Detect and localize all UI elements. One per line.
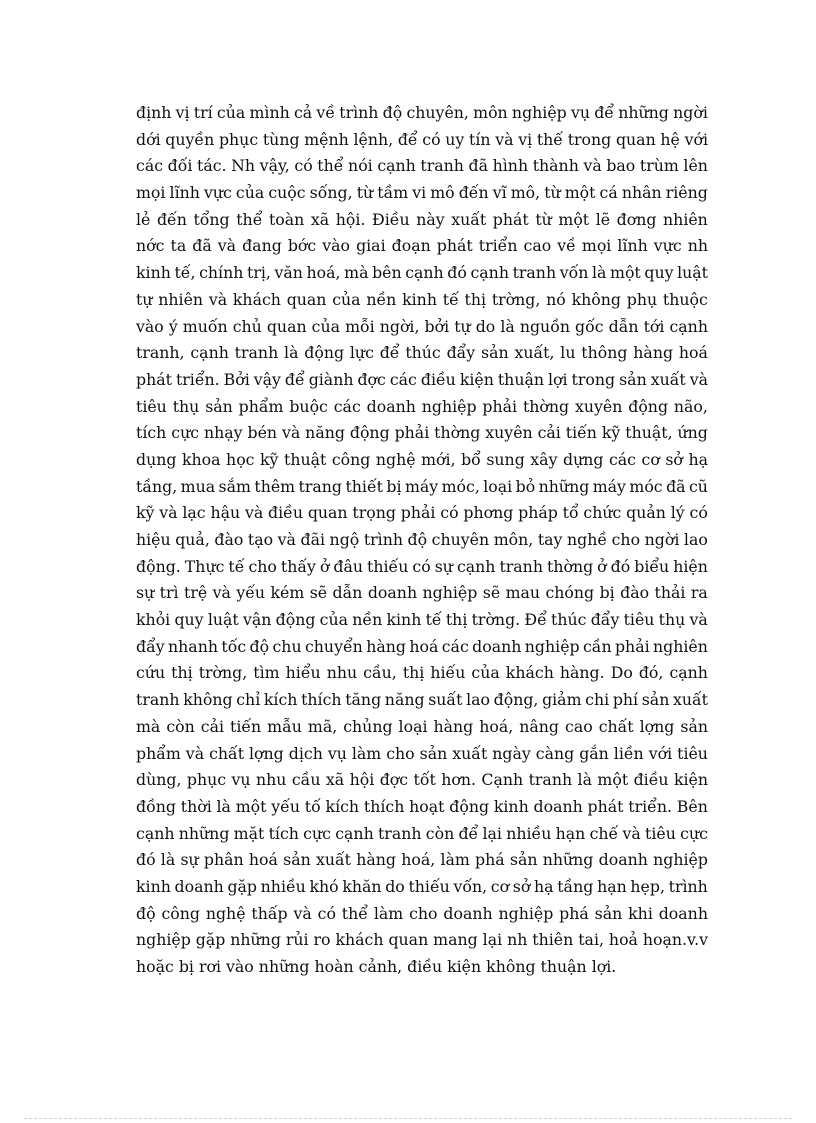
text-line: cạnh những mặt tích cực cạnh tranh còn để lại nhiều hạn chế và tiêu cực	[136, 823, 708, 843]
text-line: khỏi quy luật vận động của nền kinh tế thị trờng. Để thúc đẩy tiêu thụ và	[136, 610, 708, 630]
text-line: dùng, phục vụ nhu cầu xã hội đợc tốt hơn. Cạnh tranh là một điều kiện	[136, 770, 708, 790]
text-line: kinh tế, chính trị, văn hoá, mà bên cạnh đó cạnh tranh vốn là một quy luật	[136, 263, 708, 283]
page-bottom-rule	[24, 1118, 792, 1119]
text-line: lẻ đến tổng thể toàn xã hội. Điều này xuất phát từ một lẽ đơng nhiên	[136, 209, 708, 229]
text-line: vào ý muốn chủ quan của mỗi ngời, bởi tự do là nguồn gốc dẫn tới cạnh	[136, 316, 708, 336]
text-line: mọi lĩnh vực của cuộc sống, từ tầm vi mô đến vĩ mô, từ một cá nhân riêng	[136, 183, 708, 203]
text-line: nớc ta đã và đang bớc vào giai đoạn phát triển cao về mọi lĩnh vực nh	[136, 236, 708, 256]
text-line: hoặc bị rơi vào những hoàn cảnh, điều kiện không thuận lợi.	[136, 957, 617, 976]
text-line: dới quyền phục tùng mệnh lệnh, để có uy tín và vị thế trong quan hệ với	[136, 129, 708, 149]
text-line: tiêu thụ sản phẩm buộc các doanh nghiệp phải thờng xuyên động não,	[136, 396, 708, 416]
text-line: hiệu quả, đào tạo và đãi ngộ trình độ chuyên môn, tay nghề cho ngời lao	[136, 530, 708, 549]
text-line: độ công nghệ thấp và có thể làm cho doanh nghiệp phá sản khi doanh	[136, 903, 708, 923]
text-line: tự nhiên và khách quan của nền kinh tế thị trờng, nó không phụ thuộc	[136, 289, 708, 309]
text-line: kỹ và lạc hậu và điều quan trọng phải có phơng pháp tổ chức quản lý có	[136, 503, 708, 523]
text-line: động. Thực tế cho thấy ở đâu thiếu có sự cạnh tranh thờng ở đó biểu hiện	[136, 556, 708, 576]
body-paragraph	[136, 100, 708, 981]
text-line: tầng, mua sắm thêm trang thiết bị máy móc, loại bỏ những máy móc đã cũ	[136, 476, 708, 496]
text-line: sự trì trệ và yếu kém sẽ dẫn doanh nghiệp sẽ mau chóng bị đào thải ra	[136, 583, 708, 603]
text-line: đó là sự phân hoá sản xuất hàng hoá, làm phá sản những doanh nghiệp	[136, 850, 708, 870]
text-line: các đối tác. Nh vậy, có thể nói cạnh tranh đã hình thành và bao trùm lên	[136, 156, 708, 176]
text-line: phẩm và chất lợng dịch vụ làm cho sản xuất ngày càng gắn liền với tiêu	[136, 743, 708, 763]
text-line: đẩy nhanh tốc độ chu chuyển hàng hoá các doanh nghiệp cần phải nghiên	[136, 636, 708, 656]
text-line: mà còn cải tiến mẫu mã, chủng loại hàng hoá, nâng cao chất lợng sản	[136, 716, 708, 736]
text-line: kinh doanh gặp nhiều khó khăn do thiếu vốn, cơ sở hạ tầng hạn hẹp, trình	[136, 876, 708, 896]
text-line: tranh, cạnh tranh là động lực để thúc đẩy sản xuất, lu thông hàng hoá	[136, 343, 708, 363]
text-line: phát triển. Bởi vậy để giành đợc các điều kiện thuận lợi trong sản xuất và	[136, 369, 708, 389]
text-line: nghiệp gặp những rủi ro khách quan mang lại nh thiên tai, hoả hoạn.v.v	[136, 930, 708, 950]
text-line: cứu thị trờng, tìm hiểu nhu cầu, thị hiếu của khách hàng. Do đó, cạnh	[136, 663, 708, 683]
text-line: đồng thời là một yếu tố kích thích hoạt động kinh doanh phát triển. Bên	[136, 796, 708, 816]
text-line: dụng khoa học kỹ thuật công nghệ mới, bổ sung xây dựng các cơ sở hạ	[136, 449, 708, 469]
text-line: định vị trí của mình cả về trình độ chuyên, môn nghiệp vụ để những ngời	[136, 103, 708, 122]
text-line: tích cực nhạy bén và năng động phải thờng xuyên cải tiến kỹ thuật, ứng	[136, 423, 708, 443]
text-line: tranh không chỉ kích thích tăng năng suất lao động, giảm chi phí sản xuất	[136, 690, 708, 710]
